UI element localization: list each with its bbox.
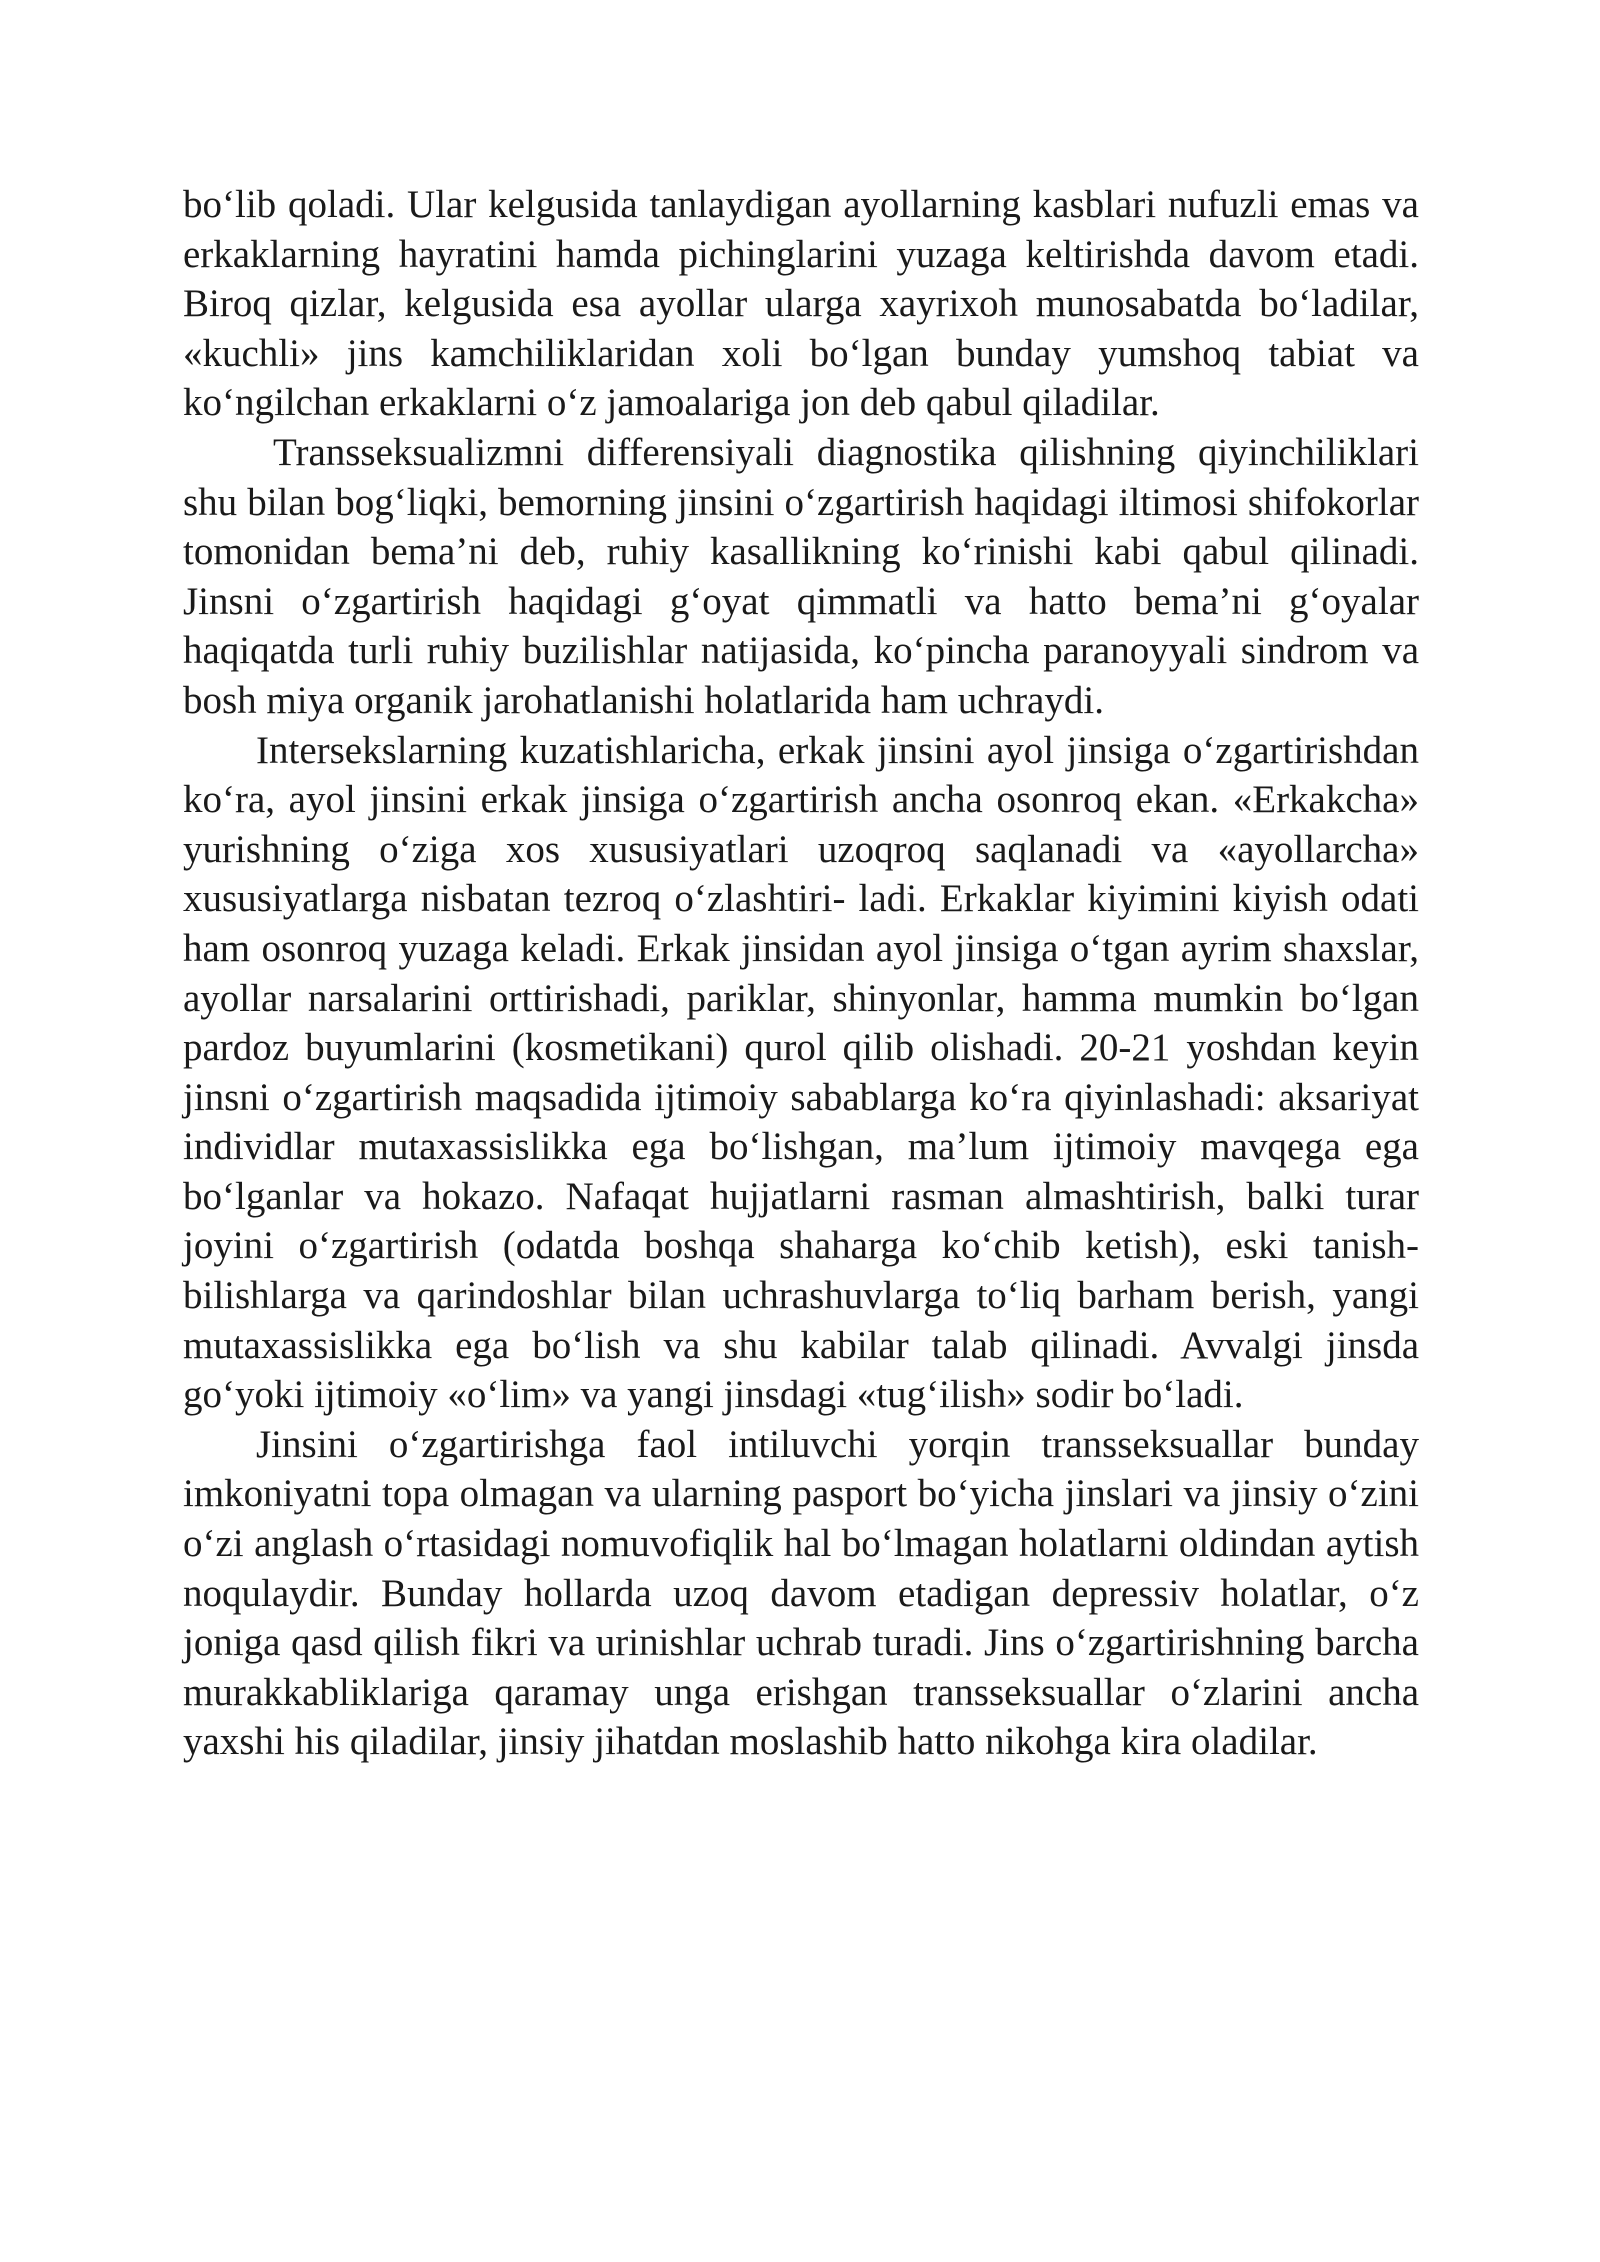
paragraph-transsexual-outcomes: Jinsini o‘zgartirishga faol intiluvchi yorqin transseksuallar bunday imkoniyatni topa olmagan va ularning pasport bo‘yicha jinslari va jinsiy o‘zini o‘zi anglash o‘rtasidagi nomuvofiqlik hal bo‘lmagan holatlarni oldindan aytish noqulaydir. Bunday hollarda uzoq davom etadigan depressiv holatlar, o‘z joniga qasd qilish fikri va urinishlar uchrab turadi. Jins o‘zgartirishning barcha murakkabliklariga qaramay unga erishgan transseksuallar o‘zlarini ancha yaxshi his qiladilar, jinsiy jihatdan moslashib hatto nikohga kira oladilar. xyxy=(183,1422,1419,1764)
paragraph-transsexualism-diagnostics: Transseksualizmni differensiyali diagnostika qilishning qiyinchiliklari shu bilan bog‘liqki, bemorning jinsini o‘zgartirish haqidagi iltimosi shifokorlar tomonidan bema’ni deb, ruhiy kasallikning ko‘rinishi kabi qabul qilinadi. Jinsni o‘zgartirish haqidagi g‘oyat qimmatli va hatto bema’ni g‘oyalar haqiqatda turli ruhiy buzilishlar natijasida, ko‘pincha paranoyyali sindrom va bosh miya organik jarohatlanishi holatlarida ham uchraydi. xyxy=(183,430,1419,722)
paragraph-intersex-observations: Intersekslarning kuzatishlaricha, erkak jinsini ayol jinsiga o‘zgartirishdan ko‘ra, ayol jinsini erkak jinsiga o‘zgartirish ancha osonroq ekan. «Erkakcha» yurishning o‘ziga xos xususiyatlari uzoqroq saqlanadi va «ayollarcha» xususiyatlarga nisbatan tezroq o‘zlashtiri- ladi. Erkaklar kiyimini kiyish odati ham osonroq yuzaga keladi. Erkak jinsidan ayol jinsiga o‘tgan ayrim shaxslar, ayollar narsalarini orttirishadi, pariklar, shinyonlar, hamma mumkin bo‘lgan pardoz buyumlarini (kosmetikani) qurol qilib olishadi. 20-21 yoshdan keyin jinsni o‘zgartirish maqsadida ijtimoiy sabablarga ko‘ra qiyinlashadi: aksariyat individlar mutaxassislikka ega bo‘lishgan, ma’lum ijtimoiy mavqega ega bo‘lganlar va hokazo. Nafaqat hujjatlarni rasman almashtirish, balki turar joyini o‘zgartirish (odatda boshqa shaharga ko‘chib ketish), eski tanish-bilishlarga va qarindoshlar bilan uchrashuvlarga to‘liq barham berish, yangi mutaxassislikka ega bo‘lish va shu kabilar talab qilinadi. Avvalgi jinsda go‘yoki ijtimoiy «o‘lim» va yangi jinsdagi «tug‘ilish» sodir bo‘ladi. xyxy=(183,728,1419,1417)
paragraph-continuation: bo‘lib qoladi. Ular kelgusida tanlaydigan ayollarning kasblari nufuzli emas va erkaklarning hayratini hamda pichinglarini yuzaga keltirishda davom etadi. Biroq qizlar, kelgusida esa ayollar ularga xayrixoh munosabatda bo‘ladilar, «kuchli» jins kamchiliklaridan xoli bo‘lgan bunday yumshoq tabiat va ko‘ngilchan erkaklarni o‘z jamoalariga jon deb qabul qiladilar. xyxy=(183,183,1419,425)
body-text xyxy=(183,180,1419,1767)
